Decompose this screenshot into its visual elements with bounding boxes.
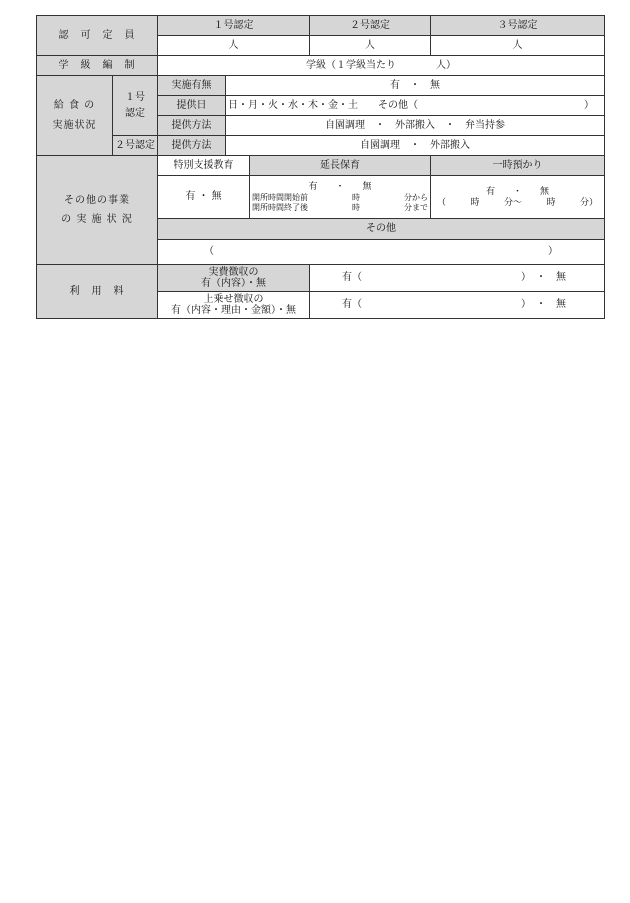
fees-actual-field[interactable]	[310, 265, 605, 292]
special-support-header: 特別支援教育	[158, 156, 250, 176]
certification-label: 認 可 定 員	[37, 16, 158, 56]
other-label-line2: の 実 施 状 況	[61, 213, 133, 225]
lunch-method2-field[interactable]: 自園調理 ・ 外部搬入	[226, 136, 605, 156]
cert1-header: １号認定	[158, 16, 310, 36]
fees-extra-close: ） ・ 無	[521, 299, 566, 311]
extended-before-min: 分から	[404, 192, 428, 202]
lunch-cert1-line1: １号	[125, 92, 145, 103]
extended-before-hour: 時	[352, 192, 360, 202]
fees-actual-value: 有（	[342, 272, 362, 284]
other-close: ）	[548, 246, 558, 258]
extended-yesno: 有 ・ 無	[308, 181, 372, 192]
lunch-days-field[interactable]	[226, 96, 605, 116]
facility-form	[36, 15, 605, 319]
other-open: （	[204, 246, 214, 258]
class-field[interactable]: 学級（１学級当たり 人）	[158, 56, 605, 76]
fees-extra-line2: 有（内容・理由・金額）・無	[171, 305, 296, 316]
lunch-label-line1: 給 食 の	[53, 99, 96, 111]
temporary-care-field[interactable]	[431, 176, 605, 219]
temporary-min2: 分）	[579, 197, 598, 208]
extended-care-field[interactable]	[250, 176, 431, 219]
lunch-row-label: 提供方法	[158, 136, 226, 156]
temporary-care-header: 一時預かり	[431, 156, 605, 176]
cert2-header: ２号認定	[310, 16, 431, 36]
fees-label: 利 用 料	[37, 265, 158, 319]
fees-actual-label	[158, 265, 310, 292]
lunch-label	[37, 76, 113, 156]
other-label	[37, 156, 158, 265]
lunch-cert2-label: ２号認定	[113, 136, 158, 156]
lunch-cert1-line2: 認定	[125, 107, 145, 119]
class-label: 学 級 編 制	[37, 56, 158, 76]
temporary-hour2: 時	[546, 197, 556, 208]
unit-label: 人	[365, 39, 375, 51]
other-header: その他	[158, 219, 605, 240]
temporary-time-row	[431, 198, 604, 209]
lunch-days-close: ）	[584, 99, 594, 111]
lunch-cert1-label	[113, 76, 158, 136]
extended-after-min: 分まで	[404, 202, 428, 212]
lunch-row-label: 実施有無	[158, 76, 226, 96]
fees-extra-field[interactable]	[310, 292, 605, 319]
extended-after-label: 開所時間終了後	[252, 202, 308, 212]
special-support-field[interactable]: 有 ・ 無	[158, 176, 250, 219]
other-field[interactable]	[158, 240, 605, 265]
unit-label: 人	[228, 39, 239, 51]
temporary-open: （	[437, 197, 447, 208]
temporary-yesno: 有 ・ 無	[485, 186, 549, 197]
lunch-implementation-field[interactable]: 有 ・ 無	[226, 76, 605, 96]
extended-care-header: 延長保育	[250, 156, 431, 176]
lunch-row-label: 提供方法	[158, 116, 226, 136]
extended-after-hour: 時	[352, 202, 360, 212]
extended-after-row	[250, 203, 430, 213]
fees-actual-line2: 有（内容）・無	[201, 278, 266, 289]
facility-table	[36, 15, 605, 319]
cert2-capacity-field[interactable]	[310, 36, 431, 56]
lunch-method1-field[interactable]: 自園調理 ・ 外部搬入 ・ 弁当持参	[226, 116, 605, 136]
fees-extra-value: 有（	[342, 299, 362, 311]
unit-label: 人	[512, 39, 523, 51]
cert3-header: ３号認定	[431, 16, 605, 36]
fees-actual-close: ） ・ 無	[521, 272, 566, 284]
extended-before-label: 開所時間開始前	[252, 192, 308, 202]
fees-extra-label	[158, 292, 310, 319]
other-label-line1: その他の事業	[64, 195, 130, 206]
extended-before-row	[250, 193, 430, 203]
lunch-label-line2: 実施状況	[52, 120, 97, 131]
temporary-hour1: 時	[470, 197, 480, 208]
cert3-capacity-field[interactable]	[431, 36, 605, 56]
fees-actual-line1: 実費徴収の	[208, 266, 259, 278]
fees-extra-line1: 上乗せ徴収の	[203, 293, 264, 305]
lunch-row-label: 提供日	[158, 96, 226, 116]
temporary-min1: 分～	[503, 197, 522, 208]
lunch-days-text: 日・月・火・水・木・金・土 その他（	[228, 99, 418, 111]
cert1-capacity-field[interactable]	[158, 36, 310, 56]
